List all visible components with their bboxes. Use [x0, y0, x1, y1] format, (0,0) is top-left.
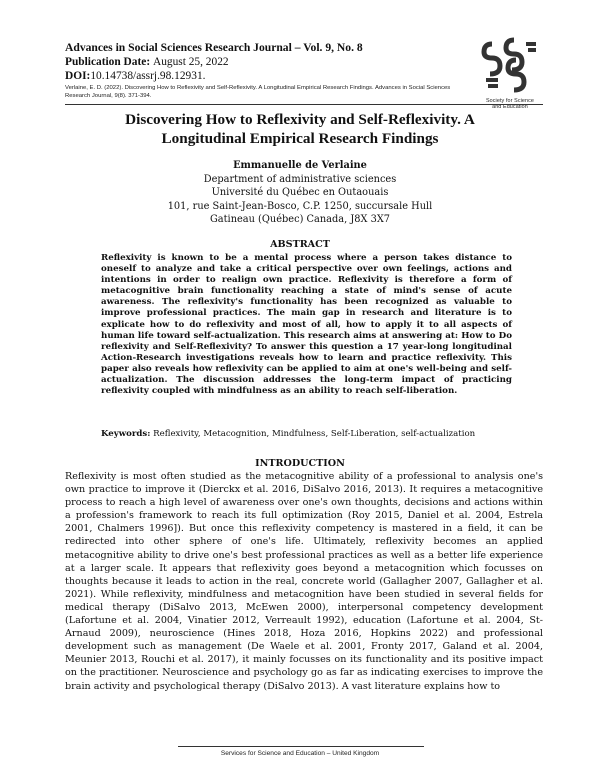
author-name: Emmanuelle de Verlaine	[233, 160, 367, 171]
author-block	[60, 159, 540, 227]
logo-caption-line2: and Education	[492, 104, 528, 110]
abstract-text: Reflexivity is known to be a mental process where a person takes distance to oneself to analyze and take a critical perspective over own feelings, actions and intentions in order to realign own practice. Reflexivity is therefore a form of metacognitive brain functionality reaching a state of mind's sense of acute awareness. The reflexivity's functionality has been recognized as valuable to improve professional practices. The main gap in research and literature is to explicate how to do reflexivity and most of all, how to apply it to all aspects of human life toward self-actualization. This research aims at answering at: How to Do reflexivity and Self-Reflexivity? To answer this question a 17 year-long longitudinal Action-Research investigations reveals how to learn and practice reflexivity. This paper also reveals how reflexivity can be applied to aim at one's well-being and self-actualization. The discussion addresses the long-term impact of practicing reflexivity coupled with mindfulness as an ability to reach self-liberation.	[101, 253, 512, 397]
paper-title	[60, 110, 540, 148]
publication-date	[65, 55, 475, 69]
author-address-line1: 101, rue Saint-Jean-Bosco, C.P. 1250, succursale Hull	[167, 200, 433, 212]
logo-caption-line1: Society for Science	[485, 98, 535, 104]
doi-label: DOI:	[65, 70, 91, 82]
publication-date-label: Publication Date:	[65, 56, 151, 68]
author-address-line2: Gatineau (Québec) Canada, J8X 3X7	[209, 214, 391, 226]
page-footer: Services for Science and Education – United Kingdom	[220, 750, 380, 757]
footer-divider	[178, 746, 424, 747]
title-line-2: Longitudinal Empirical Research Findings	[161, 130, 439, 147]
introduction-heading: INTRODUCTION	[255, 458, 345, 469]
society-logo-icon	[478, 36, 542, 94]
journal-header	[65, 41, 475, 100]
keywords-list: Reflexivity, Metacognition, Mindfulness, Self-Liberation, self-actualization	[153, 429, 476, 439]
citation: Verlaine, E. D. (2022). Discovering How to Reflexivity and Self-Reflexivity. A Longitudinal Empirical Research Findings. Advances in Social Sciences Research Journal, 9(8). 371-394.	[65, 85, 451, 99]
keywords-label: Keywords:	[101, 429, 151, 439]
header-divider	[65, 104, 543, 105]
publisher-logo	[478, 36, 542, 110]
publication-date-value: August 25, 2022	[152, 56, 229, 68]
journal-title: Advances in Social Sciences Research Journal – Vol. 9, No. 8	[65, 41, 363, 54]
author-university: Université du Québec en Outaouais	[211, 187, 389, 199]
doi	[65, 69, 475, 83]
doi-value[interactable]: 10.14738/assrj.98.12931.	[90, 70, 206, 82]
abstract-heading: ABSTRACT	[270, 239, 330, 250]
introduction-text: Reflexivity is most often studied as the metacognitive ability of a professional to analysis one's own practice to improve it (Dierckx et al. 2016, DiSalvo 2016, 2013). It requires a metacognitive process to reach a high level of awareness over one's own thoughts, decisions and actions within a profession's framework to reach its full optimization (Roy 2015, Daniel et al. 2004, Estrela 2001, Chalmers 1996]). But once this reflexivity competency is mastered in a field, it can be redirected into other sphere of one's life. Ultimately, reflexivity becomes an applied metacognitive ability to drive one's best professional practices as well as a better life experience at a larger scale. It appears that reflexivity goes beyond a metacognition which focusses on thoughts because it leads to action in the real, concrete world (Gallagher 2007, Gallagher et al. 2021). While reflexivity, mindfulness and metacognition have been studied in several fields for medical therapy (DiSalvo 2013, McEwen 2000), interpersonal competency development (Lafortune et al. 2004, Vinatier 2012, Verreault 1992), education (Lafortune et al. 2004, St-Arnaud 2009), neuroscience (Hines 2018, Hoza 2016, Hopkins 2022) and professional development such as management (De Waele et al. 2001, Fronty 2017, Galand et al. 2004, Meunier 2013, Rouchi et al. 2017), it mainly focusses on its functionality and its positive impact on the practitioner. Neuroscience and psychology go as far as indicating exercises to improve the brain activity and psychological therapy (DiSalvo 2013). A vast literature explains how to	[65, 471, 543, 692]
keywords	[101, 429, 521, 439]
title-line-1: Discovering How to Reflexivity and Self-Reflexivity. A	[125, 111, 475, 128]
author-department: Department of administrative sciences	[203, 173, 397, 185]
